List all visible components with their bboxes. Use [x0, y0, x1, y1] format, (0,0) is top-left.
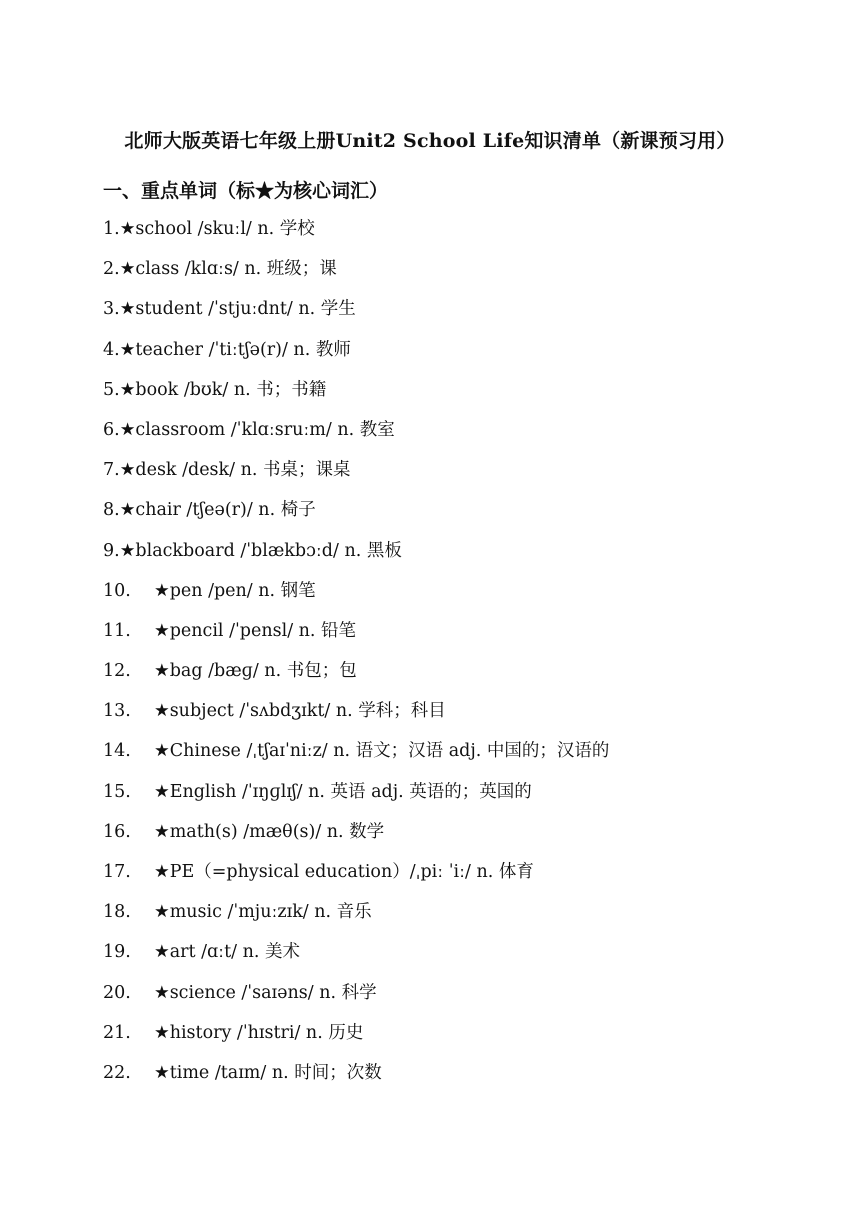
vocabulary-item — [103, 898, 823, 938]
vocabulary-list — [103, 215, 823, 1099]
vocabulary-item — [103, 376, 823, 416]
vocabulary-item-text: ★student /ˈstjuːdnt/ n. 学生 — [119, 299, 356, 320]
vocabulary-item-text: ★blackboard /ˈblækbɔːd/ n. 黑板 — [119, 540, 402, 561]
vocabulary-item-number: 21. — [103, 1022, 131, 1043]
vocabulary-item — [103, 456, 823, 496]
vocabulary-item — [103, 818, 823, 858]
vocabulary-item-number: 3. — [103, 299, 120, 320]
vocabulary-item-number: 16. — [103, 821, 131, 842]
vocabulary-item-number: 2. — [103, 259, 120, 280]
vocabulary-item — [103, 295, 823, 335]
vocabulary-item-number: 8. — [103, 500, 120, 521]
vocabulary-item-text: ★teacher /ˈtiːtʃə(r)/ n. 教师 — [119, 339, 351, 360]
vocabulary-item — [103, 979, 823, 1019]
vocabulary-item-text: ★math(s) /mæθ(s)/ n. 数学 — [154, 821, 385, 842]
vocabulary-item-text: ★time /taɪm/ n. 时间；次数 — [154, 1062, 382, 1083]
vocabulary-item — [103, 215, 823, 255]
vocabulary-item-number: 1. — [103, 219, 120, 239]
vocabulary-item-number: 19. — [103, 942, 131, 963]
vocabulary-item — [103, 938, 823, 978]
vocabulary-item — [103, 1019, 823, 1059]
vocabulary-item-text: ★book /bʊk/ n. 书；书籍 — [119, 379, 327, 400]
vocabulary-item-number: 20. — [103, 982, 131, 1003]
vocabulary-item-text: ★classroom /ˈklɑːsruːm/ n. 教室 — [119, 419, 395, 440]
vocabulary-item — [103, 697, 823, 737]
vocabulary-item-text: ★desk /desk/ n. 书桌；课桌 — [119, 460, 351, 481]
vocabulary-item-text: ★pencil /ˈpensl/ n. 铅笔 — [154, 620, 357, 641]
vocabulary-item — [103, 1059, 823, 1099]
vocabulary-item-number: 15. — [103, 781, 131, 802]
document-title: 北师大版英语七年级上册Unit2 School Life知识清单（新课预习用） — [124, 130, 736, 152]
vocabulary-item — [103, 336, 823, 376]
vocabulary-item-number: 10. — [103, 580, 131, 601]
vocabulary-item-text: ★pen /pen/ n. 钢笔 — [154, 580, 316, 601]
vocabulary-item-text: ★English /ˈɪŋɡlɪʃ/ n. 英语 adj. 英语的；英国的 — [154, 781, 532, 802]
vocabulary-item-text: ★chair /tʃeə(r)/ n. 椅子 — [119, 500, 316, 521]
vocabulary-item-text: ★subject /ˈsʌbdʒɪkt/ n. 学科；科目 — [154, 701, 446, 722]
vocabulary-item-number: 12. — [103, 661, 131, 682]
vocabulary-item-number: 6. — [103, 419, 120, 440]
vocabulary-item-number: 17. — [103, 862, 131, 882]
vocabulary-item-number: 18. — [103, 902, 131, 923]
vocabulary-item-text: ★Chinese /ˌtʃaɪˈniːz/ n. 语文；汉语 adj. 中国的；汉语的 — [154, 741, 610, 762]
vocabulary-item-number: 5. — [103, 379, 120, 400]
vocabulary-item-number: 11. — [103, 620, 131, 641]
vocabulary-item — [103, 617, 823, 657]
vocabulary-item — [103, 858, 823, 898]
vocabulary-item-text: ★PE（=physical education）/ˌpiː ˈiː/ n. 体育 — [154, 862, 534, 882]
vocabulary-item-text: ★class /klɑːs/ n. 班级；课 — [119, 259, 337, 280]
vocabulary-item-number: 13. — [103, 701, 131, 722]
vocabulary-item-text: ★music /ˈmjuːzɪk/ n. 音乐 — [154, 902, 372, 923]
vocabulary-item-number: 7. — [103, 460, 120, 481]
vocabulary-item — [103, 496, 823, 536]
vocabulary-item-text: ★school /skuːl/ n. 学校 — [119, 219, 315, 239]
vocabulary-item-number: 22. — [103, 1062, 131, 1083]
vocabulary-item — [103, 657, 823, 697]
vocabulary-item — [103, 778, 823, 818]
vocabulary-item — [103, 537, 823, 577]
vocabulary-item-number: 4. — [103, 339, 120, 360]
vocabulary-item — [103, 255, 823, 295]
vocabulary-item-number: 9. — [103, 540, 120, 561]
vocabulary-item-text: ★history /ˈhɪstri/ n. 历史 — [154, 1022, 364, 1043]
vocabulary-item — [103, 416, 823, 456]
vocabulary-item-text: ★science /ˈsaɪəns/ n. 科学 — [154, 982, 377, 1003]
vocabulary-item-text: ★bag /bæɡ/ n. 书包；包 — [154, 661, 357, 682]
section-heading-key-words: 一、重点单词（标★为核心词汇） — [103, 180, 389, 202]
vocabulary-item — [103, 577, 823, 617]
vocabulary-item-number: 14. — [103, 741, 131, 762]
vocabulary-item — [103, 737, 823, 777]
vocabulary-item-text: ★art /ɑːt/ n. 美术 — [154, 942, 300, 963]
